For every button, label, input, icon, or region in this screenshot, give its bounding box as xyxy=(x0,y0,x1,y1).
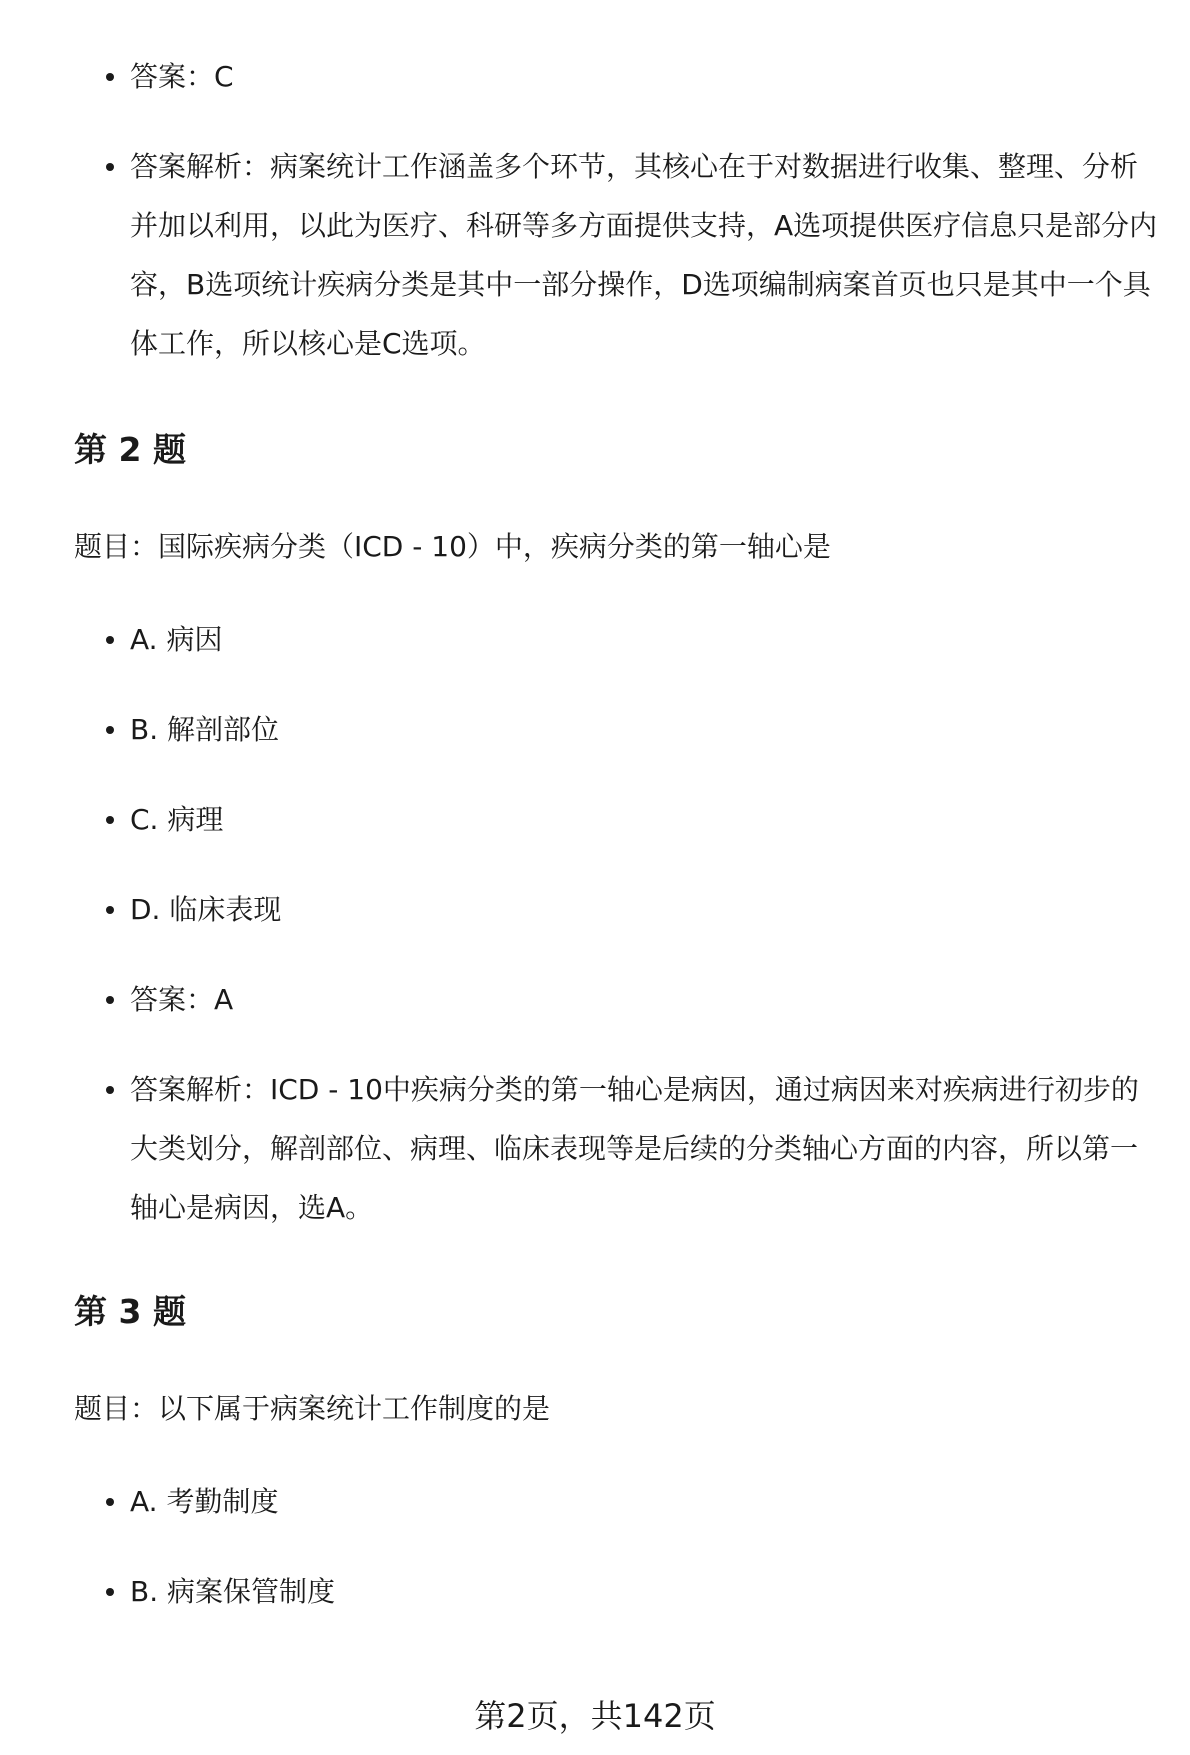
q1-explanation: 答案解析：病案统计工作涵盖多个环节，其核心在于对数据进行收集、整理、分析并加以利用，以此为医疗、科研等多方面提供支持，A选项提供医疗信息只是部分内容，B选项统计疾病分类是其中一部分操作，D选项编制病案首页也只是其中一个具体工作，所以核心是C选项。 xyxy=(130,137,1160,373)
q3-option-b: B. 病案保管制度 xyxy=(130,1562,1160,1621)
q2-answer: 答案：A xyxy=(130,970,1160,1029)
page-number-footer: 第2页，共142页 xyxy=(474,1697,716,1735)
q3-option-a: A. 考勤制度 xyxy=(130,1472,1160,1531)
q2-question: 题目：国际疾病分类（ICD - 10）中，疾病分类的第一轴心是 xyxy=(74,530,831,563)
q2-option-d: D. 临床表现 xyxy=(130,880,1160,939)
q2-explanation: 答案解析：ICD - 10中疾病分类的第一轴心是病因，通过病因来对疾病进行初步的大类划分，解剖部位、病理、临床表现等是后续的分类轴心方面的内容，所以第一轴心是病因，选A。 xyxy=(130,1060,1160,1237)
q2-option-c: C. 病理 xyxy=(130,790,1160,849)
q3-heading: 第 3 题 xyxy=(74,1292,186,1331)
q3-question: 题目：以下属于病案统计工作制度的是 xyxy=(74,1392,551,1425)
q2-option-a: A. 病因 xyxy=(130,610,1160,669)
q2-option-b: B. 解剖部位 xyxy=(130,700,1160,759)
q2-heading: 第 2 题 xyxy=(74,430,186,469)
q1-answer: 答案：C xyxy=(130,47,1160,106)
